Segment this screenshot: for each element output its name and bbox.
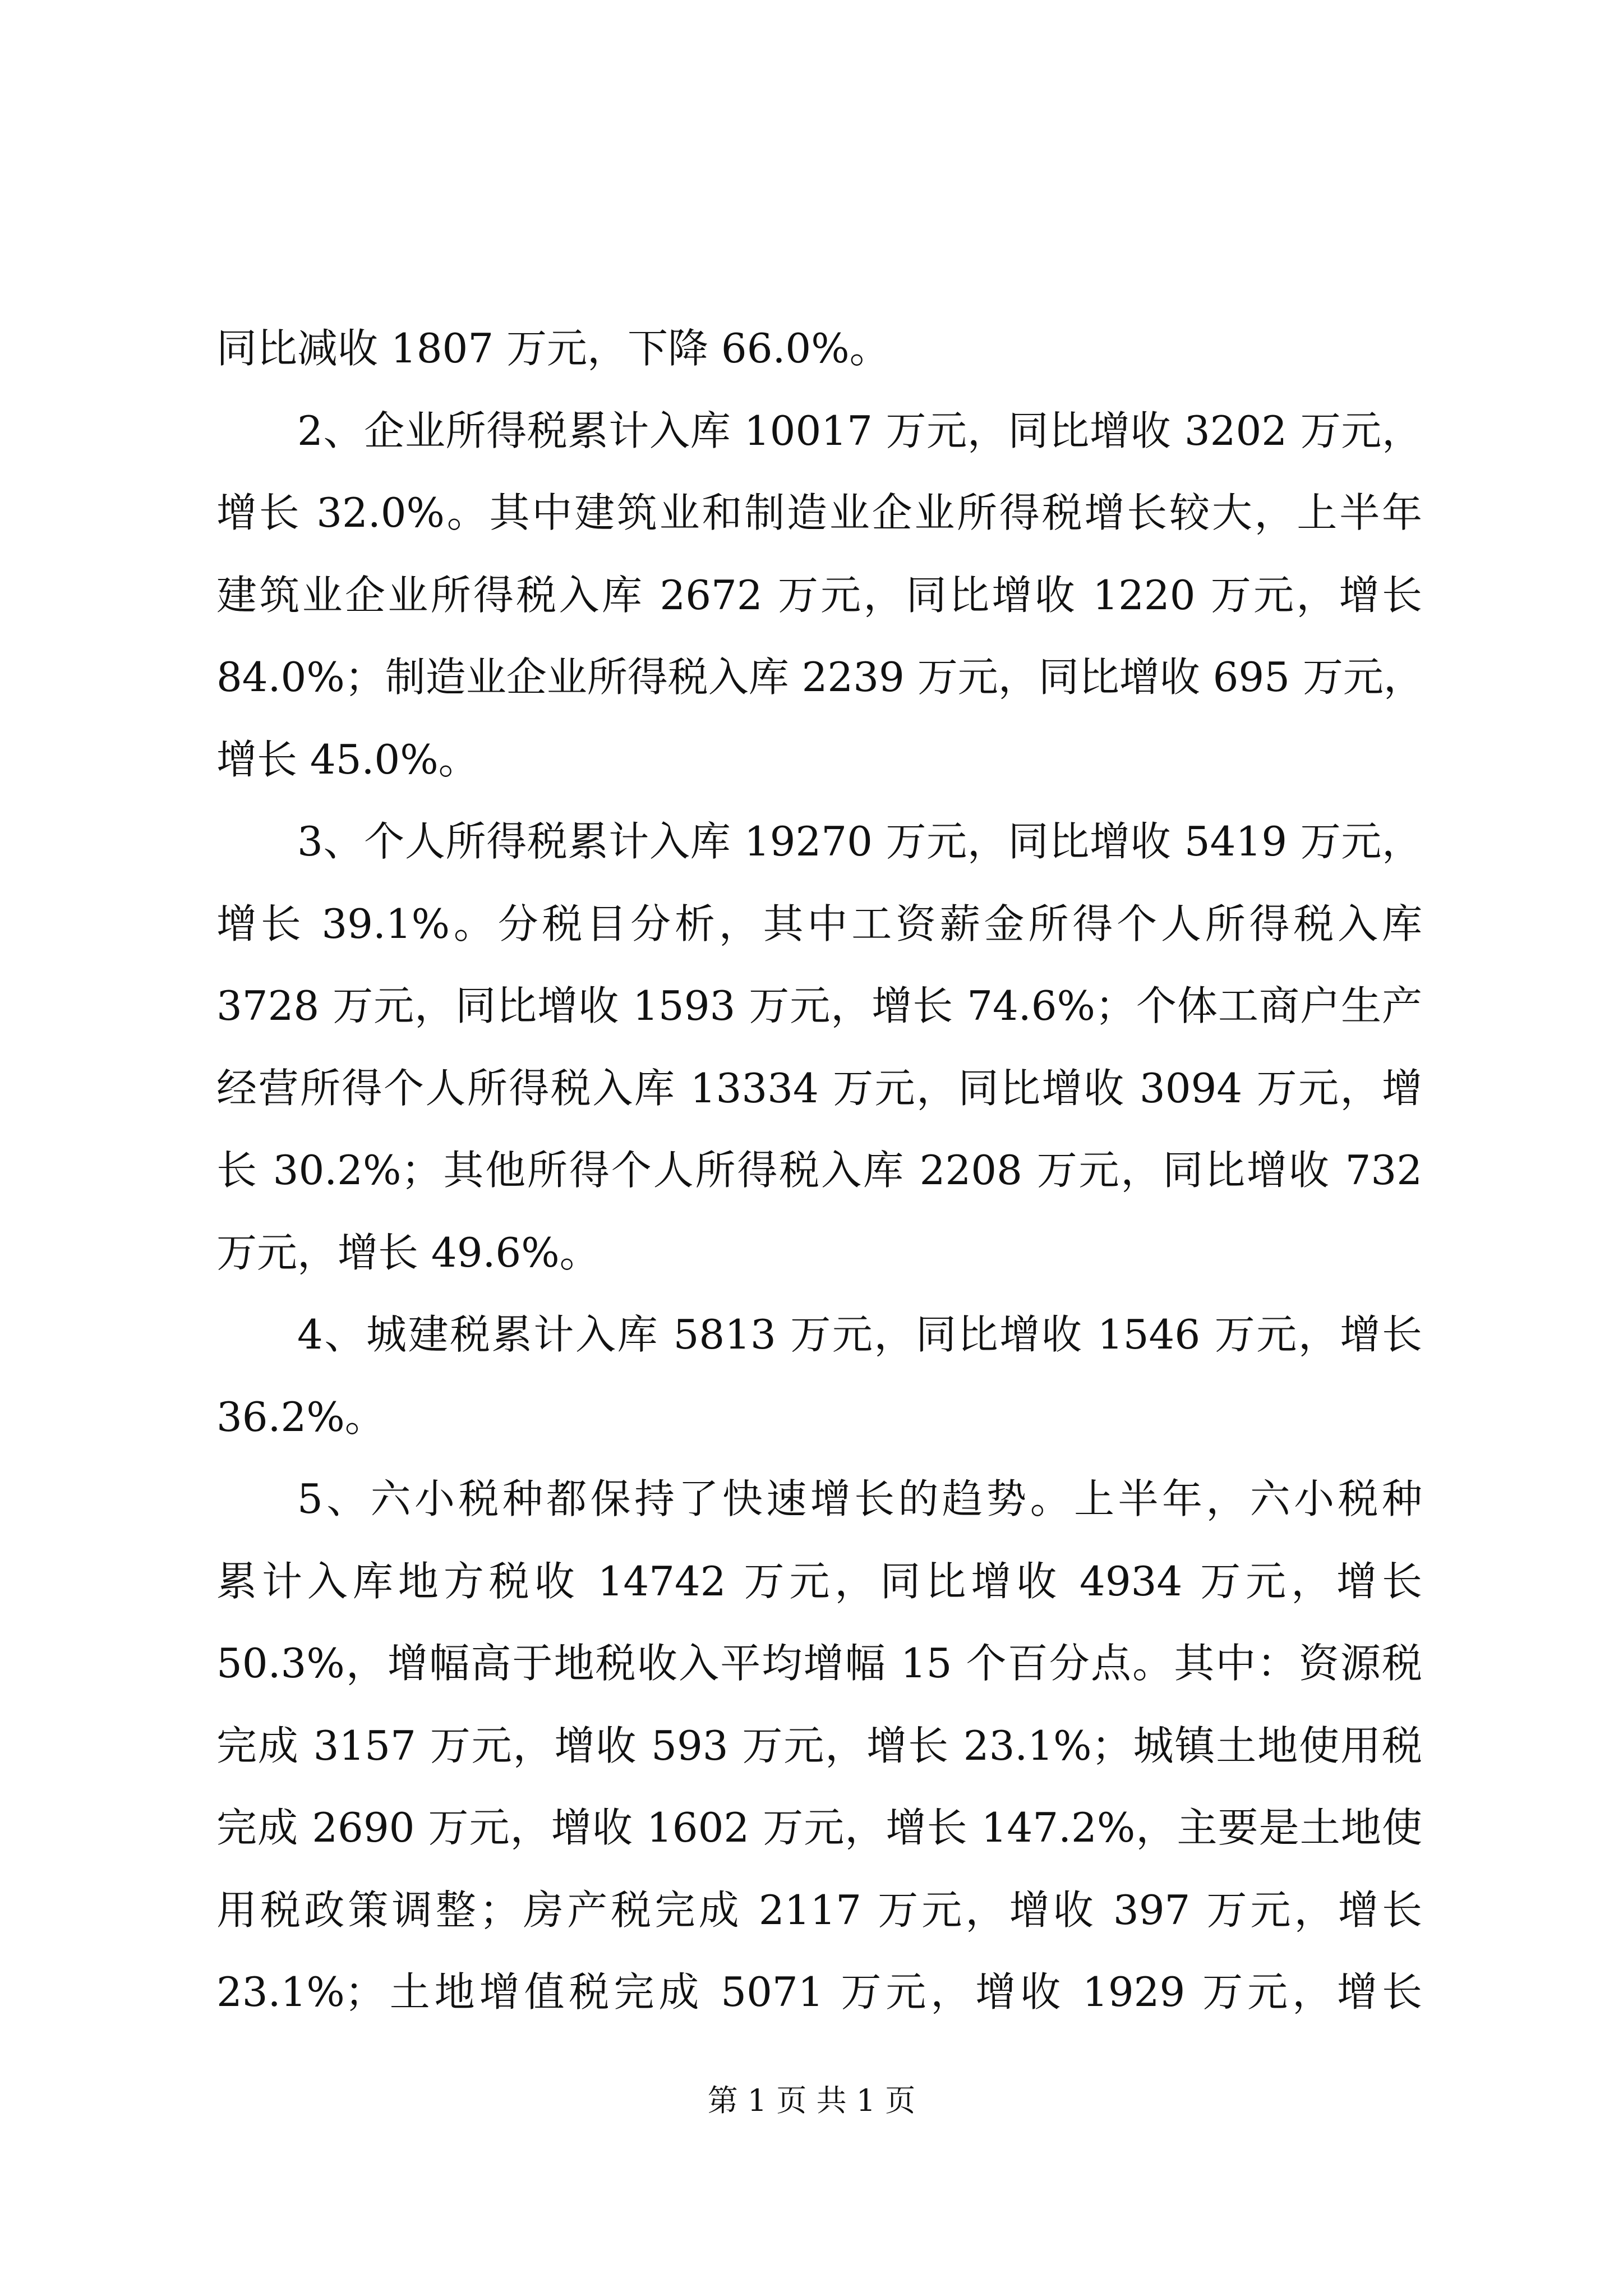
text-line: 累计入库地方税收 14742 万元，同比增收 4934 万元，增长 — [216, 1557, 1422, 1605]
text-line: 增长 39.1%。分税目分析，其中工资薪金所得个人所得税入库 — [216, 900, 1422, 947]
text-line: 4、城建税累计入库 5813 万元，同比增收 1546 万元，增长 — [297, 1311, 1422, 1358]
text-line: 建筑业企业所得税入库 2672 万元，同比增收 1220 万元，增长 — [216, 571, 1422, 619]
text-line: 2、企业所得税累计入库 10017 万元，同比增收 3202 万元， — [297, 407, 1422, 454]
text-line: 3728 万元，同比增收 1593 万元，增长 74.6%；个体工商户生产 — [216, 982, 1422, 1029]
text-line: 增长 45.0%。 — [216, 735, 479, 783]
text-line: 经营所得个人所得税入库 13334 万元，同比增收 3094 万元，增 — [216, 1064, 1422, 1112]
text-line: 23.1%；土地增值税完成 5071 万元，增收 1929 万元，增长 — [216, 1968, 1422, 2016]
text-line: 完成 3157 万元，增收 593 万元，增长 23.1%；城镇土地使用税 — [216, 1722, 1422, 1769]
text-line: 万元，增长 49.6%。 — [216, 1228, 600, 1276]
document-body — [216, 307, 1422, 2033]
text-line: 用税政策调整；房产税完成 2117 万元，增收 397 万元，增长 — [216, 1886, 1422, 1934]
text-line: 50.3%，增幅高于地税收入平均增幅 15 个百分点。其中：资源税 — [216, 1640, 1422, 1687]
text-line: 84.0%；制造业企业所得税入库 2239 万元，同比增收 695 万元， — [216, 654, 1424, 701]
text-line: 同比减收 1807 万元，下降 66.0%。 — [216, 325, 890, 372]
text-line: 长 30.2%；其他所得个人所得税入库 2208 万元，同比增收 732 — [216, 1147, 1422, 1194]
page-footer: 第 1 页 共 1 页 — [707, 2083, 916, 2118]
text-line: 3、个人所得税累计入库 19270 万元，同比增收 5419 万元， — [297, 818, 1422, 865]
text-line: 36.2%。 — [216, 1393, 385, 1441]
text-line: 增长 32.0%。其中建筑业和制造业企业所得税增长较大，上半年 — [216, 489, 1422, 536]
text-line: 5、六小税种都保持了快速增长的趋势。上半年，六小税种 — [297, 1475, 1422, 1522]
text-line: 完成 2690 万元，增收 1602 万元，增长 147.2%，主要是土地使 — [216, 1804, 1422, 1851]
